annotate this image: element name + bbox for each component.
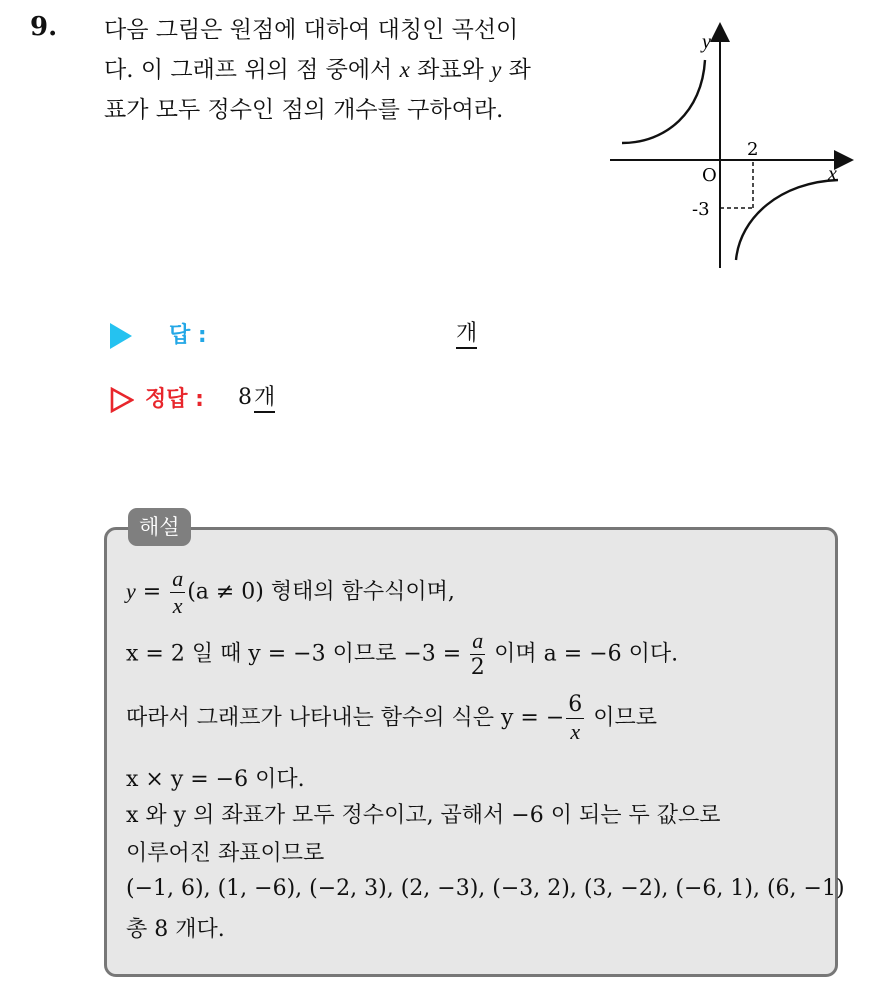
question-text [104,10,584,130]
correct-answer-unit: 개 [254,385,275,413]
solution-line-5: x 와 y 의 좌표가 모두 정수이고, 곱해서 −6 이 되는 두 값으로 [126,803,721,828]
curve-upper-left [622,60,705,143]
hyperbola-graph [606,22,856,274]
question-number: 9. [30,12,58,42]
solution-line-6: 이루어진 좌표이므로 [126,841,325,866]
solution-line-8: 총 8 개다. [126,917,225,942]
solution-line-2: x = 2 일 때 y = −3 이므로 −3 = $\frac{a}{2}$ 이며 a = −6 이다. [126,628,679,680]
solution-line-4: x × y = −6 이다. [126,767,305,792]
x-tick-label: 2 [747,139,759,160]
solution-line-7: (−1, 6), (1, −6), (−2, 3), (2, −3), (−3, 2), (3, −2), (−6, 1), (6, −1) [126,876,845,901]
y-tick-label: -3 [692,199,710,220]
answer-blank-unit[interactable]: 개 [456,321,477,349]
question-line-3: 표가 모두 정수인 점의 개수를 구하여라. [104,97,504,123]
correct-answer-label: 정답 : [145,387,204,412]
correct-answer-value: 8 [238,385,252,410]
curve-lower-right [736,180,838,260]
play-arrow-icon [110,323,132,349]
question-line-1: 다음 그림은 원점에 대하여 대칭인 곡선이 [104,17,519,43]
solution-line-3: 따라서 그래프가 나타내는 함수의 식은 y = − $\frac{6}{x}$ 이므로 [126,692,658,744]
correct-answer-row [110,382,204,413]
x-axis-label: x [828,163,837,185]
y-axis-label: y [702,31,711,53]
answer-label: 답 : [169,323,207,348]
solution-line-1: y = $\frac{a}{x}$ (a ≠ 0) 형태의 함수식이며, [126,566,455,618]
outline-arrow-icon [110,387,134,413]
origin-label: O [702,165,717,186]
solution-tag: 해설 [128,508,191,546]
question-line-2: 다. 이 그래프 위의 점 중에서 x 좌표와 y 좌 [104,57,531,83]
answer-row [110,318,207,349]
